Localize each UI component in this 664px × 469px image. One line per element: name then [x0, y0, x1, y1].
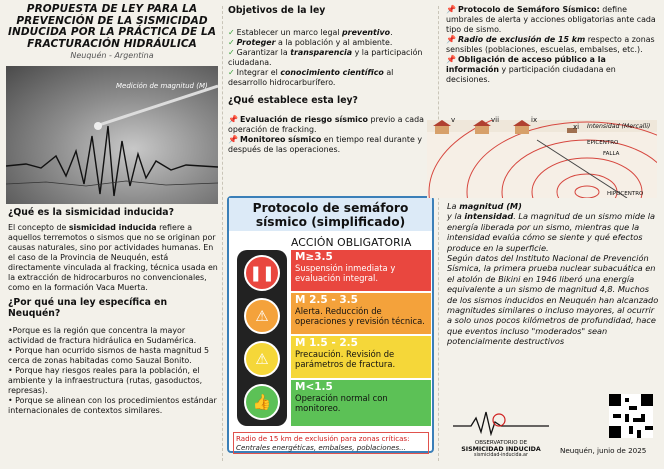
label-ix: ix [531, 116, 538, 124]
text: y la [447, 211, 465, 222]
magnitude-text-block [447, 201, 659, 347]
hipocentro-label: HIPOCENTRO [607, 191, 644, 197]
label-vii: vii [491, 116, 500, 124]
level-magnitude: M<1.5 [295, 381, 333, 393]
label-v: v [451, 116, 456, 124]
text-bold: magnitud (M) [459, 201, 522, 211]
text-bold: intensidad [464, 211, 514, 222]
level-band-green [291, 380, 431, 426]
text: Establecer un marco legal [236, 28, 343, 37]
qr-code-icon [609, 394, 653, 438]
text-bold: sismicidad inducida [68, 223, 157, 232]
text-bold: conocimiento científico [280, 68, 384, 77]
objectives-heading: Objetivos de la ley [228, 5, 326, 16]
level-band-yellow [291, 336, 431, 378]
warning-icon: ⚠ [244, 341, 280, 377]
level-magnitude: M 2.5 - 3.5 [295, 294, 358, 306]
logo-line-3: sismicidad-inducida.ar [474, 453, 528, 458]
qr-code [609, 394, 653, 438]
pin-icon: 📌 [228, 115, 238, 124]
objective-item [228, 28, 434, 38]
paragraph [8, 223, 218, 293]
photo-label: Medición de magnitud (M) [116, 82, 208, 90]
check-icon: ✓ [228, 28, 235, 37]
list-item: •Porque es la región que concentra la mayor actividad de fractura hidráulica en Sudamérica. [8, 326, 197, 345]
observatory-logo-mark [451, 408, 551, 436]
level-text: Suspensión inmediata y evaluación integral. [295, 262, 396, 283]
text: previo a cada operación de fracking. [228, 115, 424, 134]
question-heading: ¿Qué es la sismicidad inducida? [8, 207, 174, 218]
text: Radio de 15 km de exclusión para zonas críticas: [236, 434, 410, 443]
column-right [446, 5, 658, 85]
exclusion-radius-note [233, 432, 429, 454]
semaforo-box [227, 196, 434, 453]
logo-line-2: SISMICIDAD INDUCIDA [461, 446, 541, 453]
observatory-logo [451, 408, 551, 458]
text: . La magnitud de un sismo mide la energía liberada por un sismo, mientras que la intensidad evalúa cómo se siente y qué efectos produce en la superficie. [447, 211, 656, 253]
title-line: sísmico (simplificado) [255, 215, 406, 229]
column-left-text [8, 207, 218, 416]
intensity-diagram-svg [427, 120, 657, 198]
text: . [390, 28, 393, 37]
page-title [6, 4, 218, 50]
accion-heading: ACCIÓN OBLIGATORIA [291, 236, 412, 249]
check-icon: ✓ [228, 68, 235, 77]
intensity-label: Intensidad (Mercalli) [587, 123, 651, 130]
objective-item [228, 48, 434, 68]
establece-list [228, 115, 434, 155]
objective-item [228, 38, 434, 48]
measure-item [446, 5, 658, 35]
title-line: FRACTURACIÓN HIDRÁULICA [27, 37, 197, 50]
establece-item [228, 135, 434, 155]
text: y participación ciudadana en decisiones. [446, 65, 616, 84]
objective-item [228, 68, 434, 88]
check-icon: ✓ [228, 48, 235, 57]
list-item: • Porque hay riesgos reales para la población, el ambiente y la infraestructura (rutas, gasoductos, represas). [8, 366, 203, 395]
text-bold: Protocolo de Semáforo Sísmico: [457, 5, 600, 14]
title-line: PROPUESTA DE LEY PARA LA [26, 3, 198, 15]
pin-icon: 📌 [446, 5, 456, 14]
semaforo-title [229, 198, 432, 231]
epicentro-label: EPICENTRO [587, 140, 619, 146]
text-bold: Radio de exclusión de 15 km [457, 35, 586, 44]
text-bold: preventivo [342, 28, 391, 37]
title-line: Protocolo de semáforo [252, 201, 409, 215]
text-bold: Evaluación de riesgo sísmico [239, 115, 368, 124]
text: El concepto de [8, 223, 69, 232]
list-item: • Porque se alinean con los procedimientos estándar internacionales de contextos similares. [8, 396, 217, 415]
level-magnitude: M≥3.5 [295, 251, 333, 263]
text: y la participación ciudadana. [228, 48, 423, 67]
text-bold: Obligación de acceso público a la información [446, 55, 606, 74]
text-bold: Proteger [236, 38, 276, 47]
magnitude-paragraph [447, 201, 659, 253]
logo-line-1: OBSERVATORIO DE [474, 440, 528, 446]
text: define umbrales de alerta y acciones obligatorias ante cada tipo de sismo. [446, 5, 656, 34]
level-band-red [291, 250, 431, 291]
thumbs-up-icon: 👍 [244, 384, 280, 420]
falla-label: FALLA [603, 151, 620, 157]
text-bold: transparencia [290, 48, 353, 57]
text: a la población y al ambiente. [275, 38, 393, 47]
text: La [447, 201, 460, 211]
text: Garantizar la [236, 48, 291, 57]
divider [222, 6, 223, 461]
level-text: Alerta. Reducción de operaciones y revisión técnica. [295, 305, 425, 326]
column-left [6, 0, 218, 60]
text: refiere a aquellos terremotos o sismos que no se originan por causas naturales, sino por actividades humanas. En el caso de la Provincia de Neuquén, está directamente vinculada al fracking, técnica usada en la extracción de hidrocarburos no convencionales, como en la formación Vaca Muerta. [8, 223, 218, 292]
level-band-orange [291, 293, 431, 334]
reasons-list [8, 326, 218, 416]
measure-item [446, 55, 658, 85]
measure-item [446, 35, 658, 55]
column-middle [228, 5, 434, 155]
bikini-paragraph: Según datos del Instituto Nacional de Prevención Sísmica, la primera prueba nuclear subacuática en el atolón de Bikini en 1946 liberó una energía equivalente a un sismo de magnitud 4,8. Muchos de los sismos inducidos en Neuquén han alcanzado magnitudes similares o incluso mayores, al ocurrir a solo unos pocos kilómetros de profundidad, hace que eventos incluso "moderados" sean potencialmente destructivos [447, 253, 659, 347]
establece-item [228, 115, 434, 135]
page-subtitle: Neuquén - Argentina [70, 51, 154, 60]
text: respecto a zonas sensibles (poblaciones, escuelas, embalses, etc.). [446, 35, 655, 54]
warning-icon: ⚠ [244, 298, 280, 334]
pin-icon: 📌 [228, 135, 238, 144]
establece-heading: ¿Qué establece esta ley? [228, 95, 358, 106]
title-line: INDUCIDA POR LA PRÁCTICA DE LA [7, 26, 217, 38]
seismograph-photo [6, 66, 218, 204]
footer-date: Neuquén, junio de 2025 [560, 446, 647, 455]
level-text: Precaución. Revisión de parámetros de fractura. [295, 348, 396, 369]
check-icon: ✓ [228, 38, 235, 47]
level-text: Operación normal con monitoreo. [295, 392, 388, 413]
divider [438, 6, 439, 461]
pin-icon: 📌 [446, 35, 456, 44]
stop-icon: ❚❚ [244, 255, 280, 291]
text: en tiempo real durante y después de las operaciones. [228, 135, 423, 154]
list-item: • Porque han ocurrido sismos de hasta magnitud 5 cerca de zonas habitadas como Sauzal Bonito. [8, 346, 210, 365]
text: Centrales energéticas, embalses, poblaciones... [236, 443, 406, 452]
text-bold: Monitoreo sísmico [239, 135, 322, 144]
title-line: PREVENCIÓN DE LA SISMICIDAD [16, 14, 208, 27]
traffic-light [237, 250, 287, 426]
label-xi: xi [573, 123, 580, 131]
intensity-diagram [427, 116, 657, 198]
objectives-list [228, 28, 434, 88]
question-heading: ¿Por qué una ley específica en Neuquén? [8, 297, 168, 319]
level-magnitude: M 1.5 - 2.5 [295, 337, 358, 349]
text: Integrar el [236, 68, 281, 77]
pin-icon: 📌 [446, 55, 456, 64]
text: al desarrollo hidrocarburífero. [228, 68, 394, 87]
